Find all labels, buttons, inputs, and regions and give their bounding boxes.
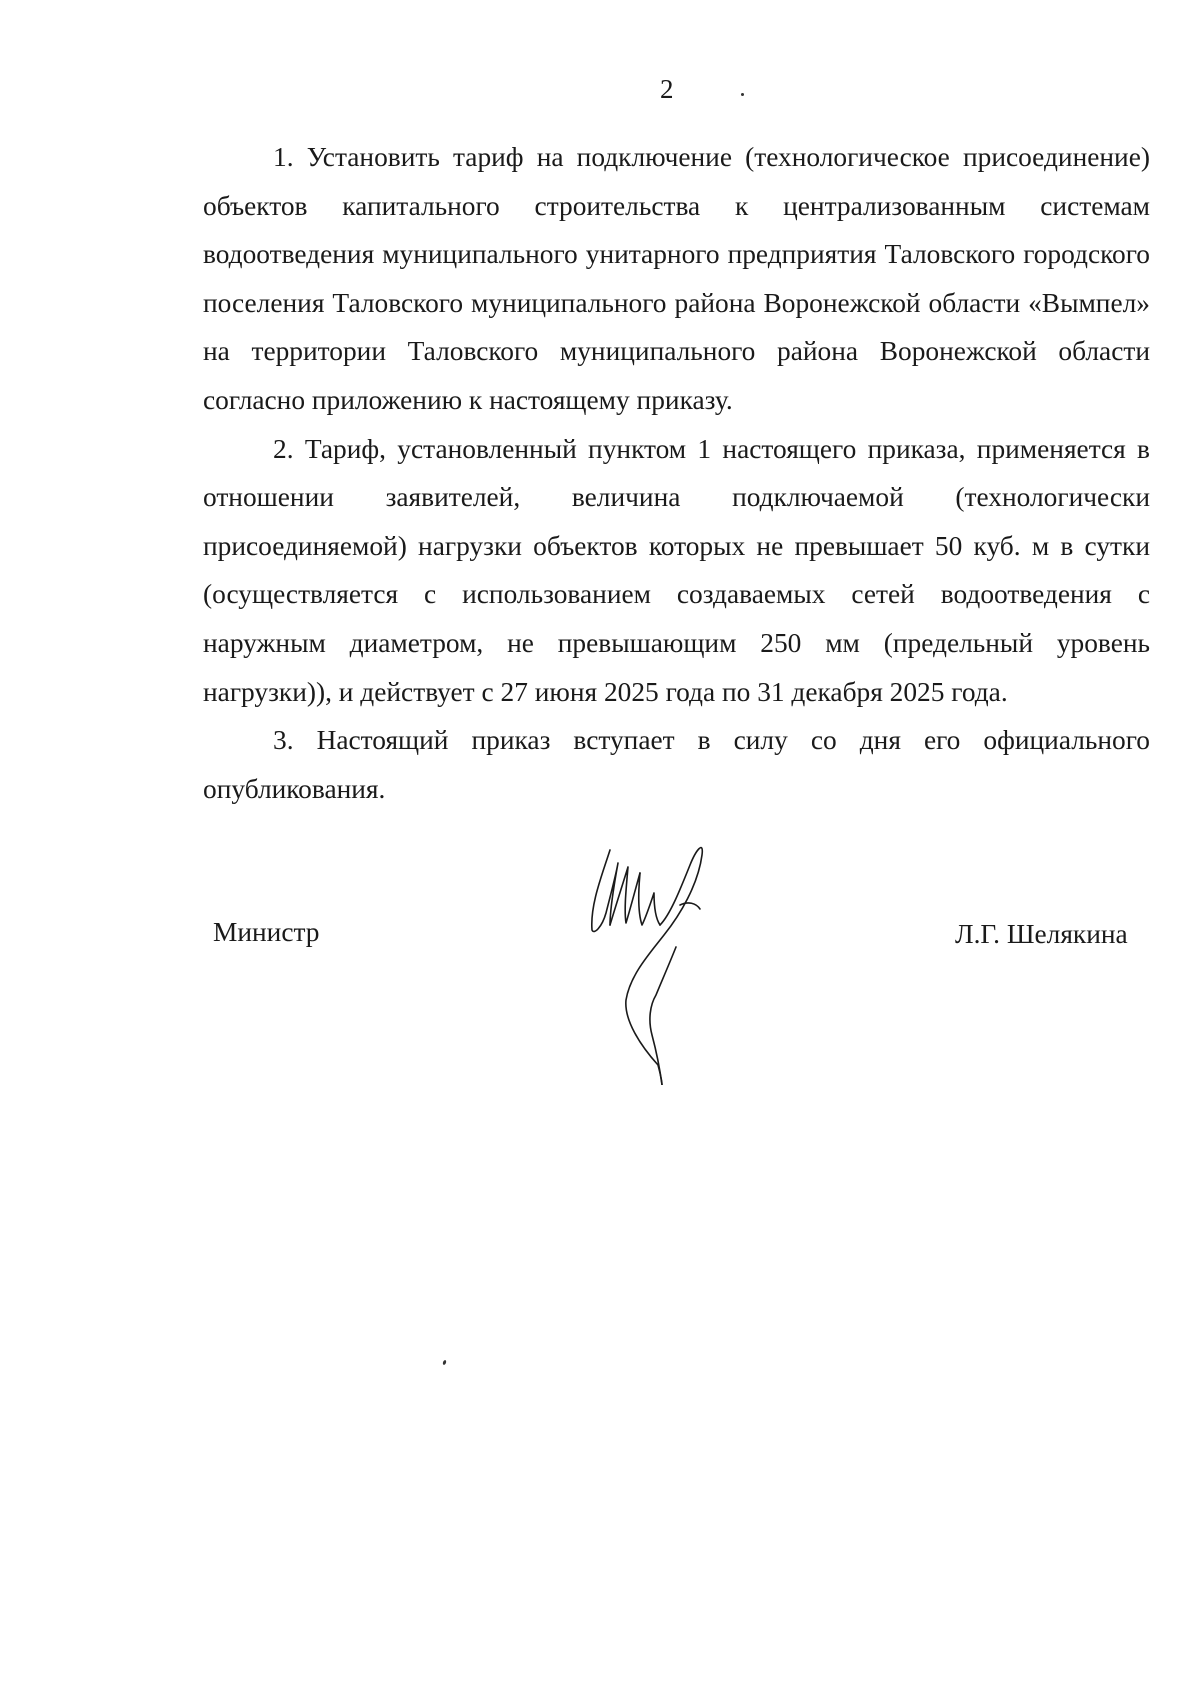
handwritten-signature [580,835,730,1085]
paragraph-1: 1. Установить тариф на подключение (технологическое присоединение) объектов капитального строительства к централизованным системам водоотведения муниципального унитарного предприятия Таловского городского поселения Таловского муниципального района Воронежской области «Вымпел» на территории Таловского муниципального района Воронежской области согласно приложению к настоящему приказу. [203,142,1150,415]
paragraph-3: 3. Настоящий приказ вступает в силу со дня его официального опубликования. [203,725,1150,804]
paragraph-2: 2. Тариф, установленный пунктом 1 настоящего приказа, применяется в отношении заявителей, величина подключаемой (технологически присоединяемой) нагрузки объектов которых не превышает 50 куб. м в сутки (осуществляется с использованием создаваемых сетей водоотведения с наружным диаметром, не превышающим 250 мм (предельный уровень нагрузки)), и действует с 27 июня 2025 года по 31 декабря 2025 года. [203,433,1150,707]
signer-title: Министр [213,917,320,947]
scan-speck [741,93,744,96]
document-body [203,133,1150,813]
signer-name: Л.Г. Шелякина [955,919,1128,949]
page-number: 2 [660,74,674,104]
scan-speck [442,1360,447,1366]
